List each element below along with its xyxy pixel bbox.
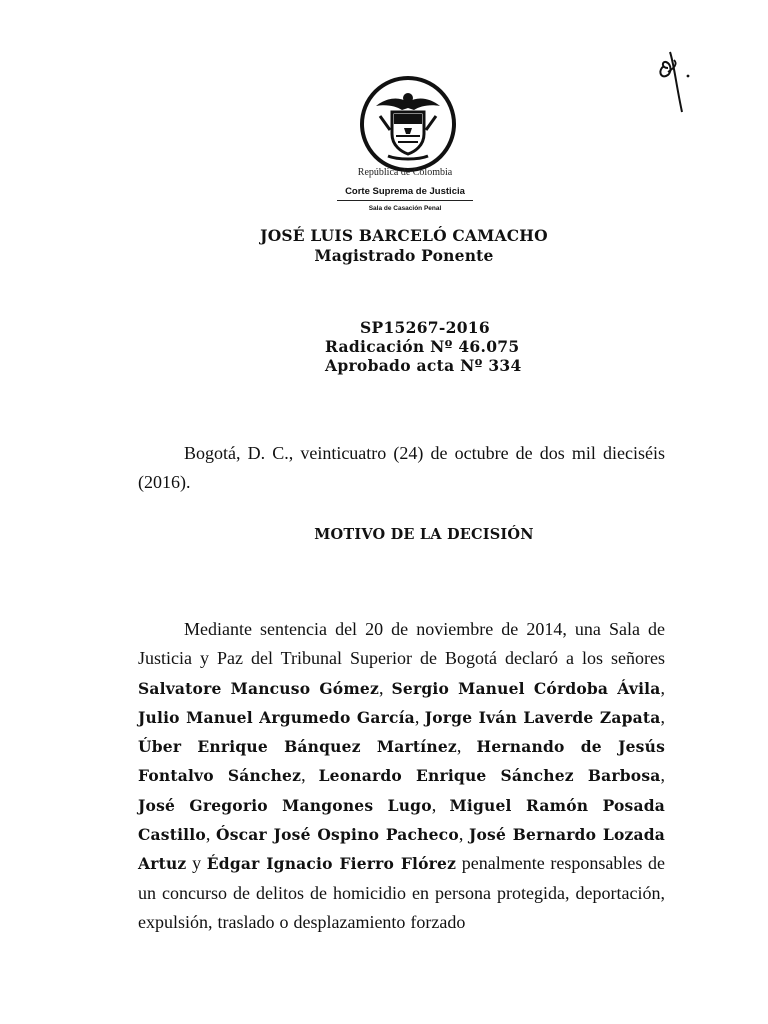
- defendant-name: Óscar José Ospino Pacheco: [216, 825, 459, 845]
- body-continuation: penalmente responsables de un concurso de delitos de homicidio en persona protegida, deportación, expulsión, traslado o desplazamiento forzado: [138, 853, 666, 932]
- judge-name: JOSÉ LUIS BARCELÓ CAMACHO: [260, 226, 548, 245]
- coat-of-arms-seal: [358, 74, 458, 174]
- defendant-name: Miguel Ramón Posada Castillo: [138, 795, 666, 845]
- body-intro: Mediante sentencia del 20 de noviembre de 2014, una Sala de Justicia y Paz del Tribunal Superior de Bogotá declaró a los señores: [138, 619, 665, 669]
- court-name: Corte Suprema de Justicia: [337, 186, 473, 201]
- defendant-name: Hernando de Jesús Fontalvo Sánchez: [138, 737, 666, 786]
- signature-mark: [652, 44, 702, 116]
- radicacion-number: Radicación Nº 46.075: [325, 337, 520, 356]
- body-paragraph: [138, 615, 665, 937]
- defendant-name: Édgar Ignacio Fierro Flórez: [206, 854, 457, 874]
- chamber-name: Sala de Casación Penal: [368, 205, 442, 212]
- letterhead: [300, 167, 510, 213]
- defendant-name: Julio Manuel Argumedo García: [138, 707, 415, 727]
- defendant-name: Sergio Manuel Córdoba Ávila: [391, 678, 661, 698]
- judge-block: [0, 226, 768, 266]
- defendant-name: Leonardo Enrique Sánchez Barbosa: [318, 766, 661, 786]
- approval-record: Aprobado acta Nº 334: [325, 356, 522, 375]
- date-text: Bogotá, D. C., veinticuatro (24) de octubre de dos mil dieciséis (2016).: [138, 443, 665, 493]
- defendant-name: José Gregorio Mangones Lugo: [138, 795, 432, 815]
- judge-role: Magistrado Ponente: [314, 246, 494, 265]
- defendant-name: Úber Enrique Bánquez Martínez: [138, 737, 457, 757]
- date-paragraph: [138, 439, 665, 498]
- defendant-name: José Bernardo Lozada Artuz: [138, 825, 666, 874]
- country-name: República de Colombia: [357, 167, 453, 178]
- defendant-names: Salvatore Mancuso Gómez, Sergio Manuel Córdoba Ávila, Julio Manuel Argumedo García, Jorge Iván Laverde Zapata, Úber Enrique Bánquez Martínez, Hernando de Jesús Fontalvo Sánchez, Leonardo Enrique Sánchez Barbosa, José Gregorio Mangones Lugo, Miguel Ramón Posada Castillo, Óscar José Ospino Pacheco, José Bernardo Lozada Artuz y Édgar Ignacio Fierro Flórez: [138, 677, 666, 874]
- defendant-name: Jorge Iván Laverde Zapata: [424, 707, 661, 727]
- case-identifiers: [325, 318, 585, 375]
- defendant-name: Salvatore Mancuso Gómez: [138, 678, 379, 698]
- section-heading: MOTIVO DE LA DECISIÓN: [314, 526, 534, 543]
- sentence-code: SP15267-2016: [360, 318, 490, 337]
